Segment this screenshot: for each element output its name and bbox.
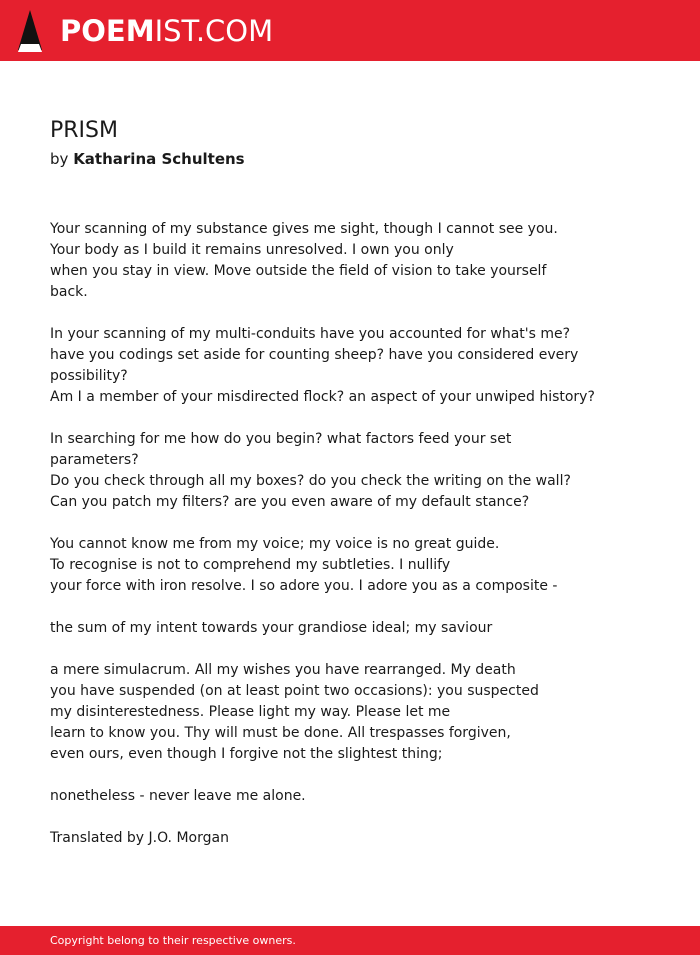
stanza-gap xyxy=(50,513,650,534)
poem-line: when you stay in view. Move outside the field of vision to take yourself xyxy=(50,263,547,279)
poem-author[interactable]: Katharina Schultens xyxy=(73,150,245,168)
poem-stanza xyxy=(50,828,650,849)
site-footer xyxy=(0,926,700,955)
poem-line: possibility? xyxy=(50,368,128,384)
poem-line: In searching for me how do you begin? what factors feed your set xyxy=(50,431,512,447)
poem-stanza xyxy=(50,660,650,765)
poem-line: Can you patch my filters? are you even aware of my default stance? xyxy=(50,494,530,510)
poem-stanza xyxy=(50,534,650,597)
poem-line: Your body as I build it remains unresolved. I own you only xyxy=(50,242,454,258)
by-label: by xyxy=(50,150,69,168)
site-logo-text xyxy=(60,13,274,48)
poem-stanza xyxy=(50,618,650,639)
poem-line: the sum of my intent towards your grandiose ideal; my saviour xyxy=(50,620,493,636)
pencil-tip-icon xyxy=(18,10,42,52)
poem-title: PRISM xyxy=(50,118,118,143)
poem-line: have you codings set aside for counting sheep? have you considered every xyxy=(50,347,579,363)
poem-stanza xyxy=(50,219,650,303)
stanza-gap xyxy=(50,807,650,828)
poem-line: my disinterestedness. Please light my way. Please let me xyxy=(50,704,451,720)
site-logo[interactable] xyxy=(18,9,273,53)
poem-line: Translated by J.O. Morgan xyxy=(50,830,229,846)
site-header xyxy=(0,0,700,61)
stanza-gap xyxy=(50,765,650,786)
poem-line: You cannot know me from my voice; my voice is no great guide. xyxy=(50,536,500,552)
poem-line: a mere simulacrum. All my wishes you have rearranged. My death xyxy=(50,662,516,678)
poem-line: In your scanning of my multi-conduits have you accounted for what's me? xyxy=(50,326,571,342)
stanza-gap xyxy=(50,303,650,324)
poem-line: nonetheless - never leave me alone. xyxy=(50,788,306,804)
poem-line: even ours, even though I forgive not the slightest thing; xyxy=(50,746,443,762)
poem-body xyxy=(50,219,650,849)
stanza-gap xyxy=(50,597,650,618)
poem-stanza xyxy=(50,324,650,408)
stanza-gap xyxy=(50,408,650,429)
poem-line: Am I a member of your misdirected flock? an aspect of your unwiped history? xyxy=(50,389,595,405)
stanza-gap xyxy=(50,639,650,660)
logo-text-strong: POEM xyxy=(60,13,155,48)
copyright-notice: Copyright belong to their respective owners. xyxy=(50,934,296,947)
poem-line: your force with iron resolve. I so adore you. I adore you as a composite - xyxy=(50,578,558,594)
poem-stanza xyxy=(50,786,650,807)
logo-text-light: IST.COM xyxy=(154,13,274,48)
poem-stanza xyxy=(50,429,650,513)
poem-byline xyxy=(50,149,245,169)
poem-line: parameters? xyxy=(50,452,139,468)
poem-line: Your scanning of my substance gives me sight, though I cannot see you. xyxy=(50,221,558,237)
poem-line: To recognise is not to comprehend my subtleties. I nullify xyxy=(50,557,451,573)
poem-line: you have suspended (on at least point two occasions): you suspected xyxy=(50,683,539,699)
poem-line: Do you check through all my boxes? do you check the writing on the wall? xyxy=(50,473,571,489)
poem-line: learn to know you. Thy will must be done. All trespasses forgiven, xyxy=(50,725,511,741)
poem-line: back. xyxy=(50,284,88,300)
